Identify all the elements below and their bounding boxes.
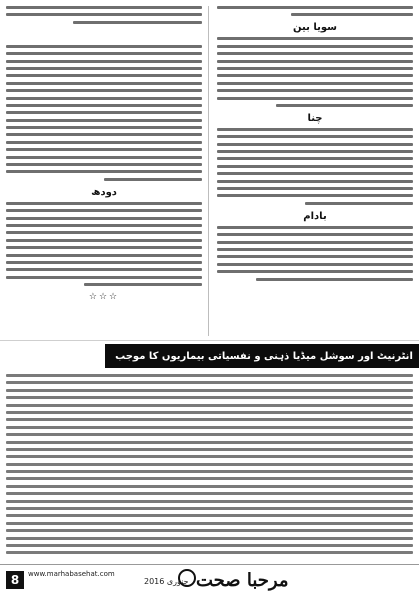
paragraph-block — [217, 6, 413, 16]
article-banner: انٹرنیٹ اور سوشل میڈیا ذہنی و نفسیاتی بیماریوں کا موجب — [105, 344, 419, 368]
paragraph-block — [217, 226, 413, 281]
paragraph-block — [6, 6, 202, 24]
issue-month: جنوری — [166, 577, 189, 586]
paragraph-block — [6, 202, 202, 286]
page-number: 8 — [6, 571, 24, 589]
section-heading-left-1 — [6, 30, 202, 41]
section-heading-soybean: سویا بین — [293, 22, 337, 34]
section-heading-chickpea: چنا — [307, 112, 323, 124]
text-line — [291, 13, 413, 16]
section-heading-milk: دودھ — [91, 186, 117, 198]
site-url-link[interactable]: www.marhabasehat.com — [28, 570, 115, 578]
text-line — [217, 6, 413, 9]
left-column — [6, 6, 202, 336]
article-body — [6, 374, 413, 558]
section-heading-almond: بادام — [303, 210, 327, 222]
paragraph-block — [217, 128, 413, 205]
column-divider — [208, 6, 209, 336]
right-column — [217, 6, 413, 336]
stars-ornament: ☆☆☆ — [88, 292, 120, 303]
paragraph-block — [6, 45, 202, 181]
paragraph-block — [217, 37, 413, 107]
magazine-logo-icon — [178, 569, 196, 587]
page-footer — [0, 564, 419, 595]
issue-year: 2016 — [144, 577, 165, 586]
magazine-name: مرحبا صحت — [196, 570, 289, 591]
paragraph-block — [6, 374, 413, 558]
section-rule — [0, 340, 419, 341]
